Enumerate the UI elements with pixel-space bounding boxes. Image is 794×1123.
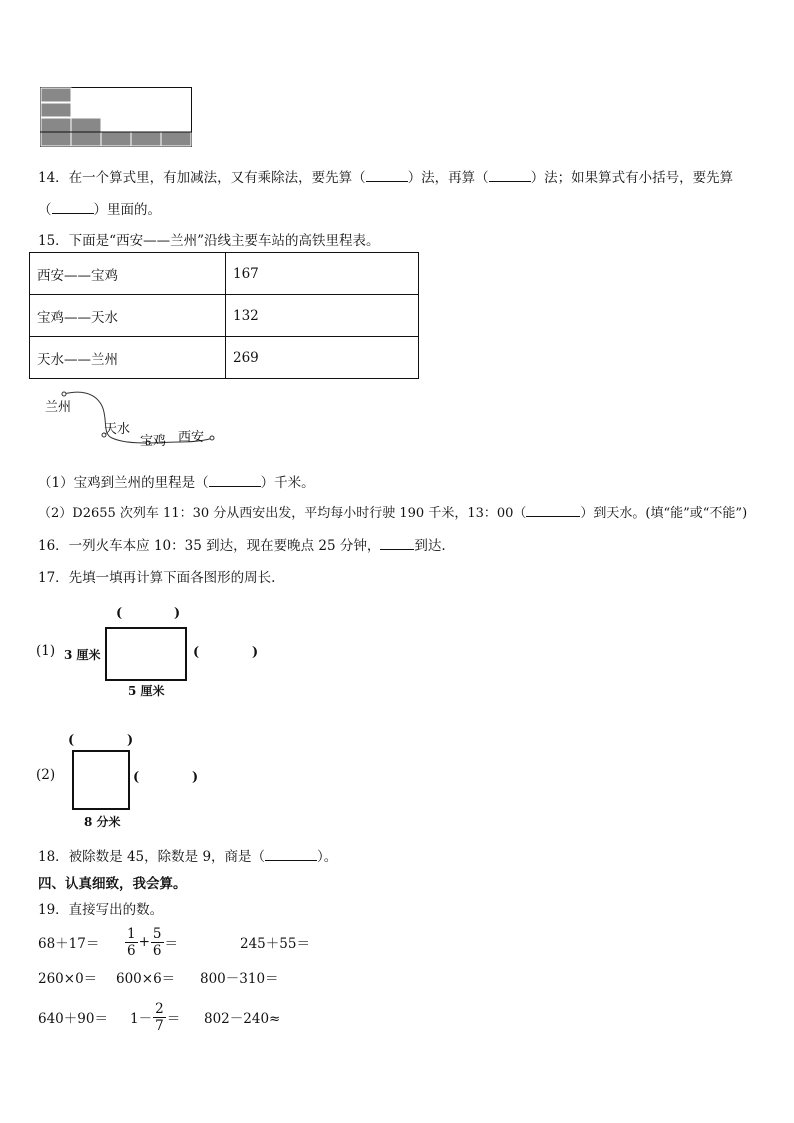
q15-sub1: [38, 471, 315, 491]
map-label-tianshui: 天水: [104, 422, 131, 437]
q16-line: [38, 534, 446, 554]
q14-blank-3[interactable]: [52, 202, 94, 214]
math-item-fraction-sum: $\frac{1}{6}$ + $\frac{5}{6}$ ＝: [127, 925, 178, 959]
fig2-number: (2): [36, 767, 56, 783]
fig2-top-paren-open: (: [68, 733, 75, 748]
fig1-right-paren-close: ): [252, 645, 259, 660]
fig2-right-paren-open: (: [133, 770, 140, 785]
table-row: [30, 295, 419, 337]
q16-text-2: 到达.: [414, 538, 446, 554]
table-cell-route: 天水——兰州: [30, 337, 226, 379]
mileage-table: [29, 252, 419, 379]
q15-sub2-blank[interactable]: [526, 505, 580, 517]
table-cell-route: 宝鸡——天水: [30, 295, 226, 337]
math-item: 800－310＝: [200, 971, 279, 987]
fig1-left-label: 3 厘米: [64, 648, 101, 662]
map-label-xian: 西安: [178, 430, 205, 445]
q14-text-2: ）法，再算（: [407, 170, 489, 186]
fig1-bottom-label: 5 厘米: [128, 684, 165, 698]
math-row-1: [38, 922, 310, 962]
q15-sub2: [38, 502, 747, 521]
q15-title: 15．下面是“西安——兰州”沿线主要车站的高铁里程表。: [38, 233, 380, 249]
route-map: [40, 388, 220, 448]
q19-title: 19．直接写出的数。: [38, 902, 164, 918]
q15-sub2-text-b: ）到天水。(填“能”或“不能”): [580, 506, 748, 521]
map-label-baoji: 宝鸡: [140, 434, 167, 449]
q14-line1: [38, 166, 733, 186]
q14-text-1: 14．在一个算式里，有加减法，又有乘除法，要先算（: [38, 170, 366, 186]
q16-text-1: 16．一列火车本应 10：35 到达，现在要晚点 25 分钟，: [38, 538, 381, 554]
table-cell-km: 167: [226, 253, 419, 295]
q15-sub2-text-a: （2）D2655 次列车 11：30 分从西安出发，平均每小时行驶 190 千米，13：00（: [38, 506, 527, 521]
fraction: $\frac{2}{7}$: [155, 1000, 164, 1034]
q18-text-2: ）。: [317, 849, 338, 865]
q14-text-5: ）里面的。: [93, 202, 161, 218]
q14-text-3: ）法；如果算式有小括号，要先算: [530, 170, 734, 186]
q14-blank-1[interactable]: [366, 170, 408, 182]
q16-blank[interactable]: [380, 538, 414, 550]
section-heading: 四、认真细致，我会算。: [38, 876, 187, 892]
q17-title: 17．先填一填再计算下面各图形的周长.: [38, 570, 276, 586]
q18-line: [38, 845, 337, 865]
table-row: [30, 337, 419, 379]
table-cell-route: 西安——宝鸡: [30, 253, 226, 295]
math-row-2: [38, 967, 279, 987]
table-row: [30, 253, 419, 295]
fig1-top-paren-close: ): [174, 606, 181, 621]
q14-text-4: （: [38, 202, 52, 218]
fig2-top-paren-close: ): [127, 733, 134, 748]
fraction: $\frac{1}{6}$: [127, 925, 136, 959]
fig1-right-paren-open: (: [193, 645, 200, 660]
math-row-3: [38, 997, 280, 1037]
q15-sub1-blank[interactable]: [209, 475, 261, 487]
grid-figure: [40, 87, 192, 147]
table-cell-km: 269: [226, 337, 419, 379]
q14-blank-2[interactable]: [489, 170, 531, 182]
math-item: 640＋90＝: [38, 1011, 108, 1027]
math-item: 245＋55＝: [240, 936, 310, 952]
square-figure: [72, 750, 130, 810]
math-item: 600×6＝: [116, 971, 176, 987]
fraction: $\frac{5}{6}$: [152, 925, 162, 959]
map-label-lanzhou: 兰州: [45, 400, 72, 415]
math-item: 260×0＝: [38, 971, 98, 987]
rectangle-figure: [105, 627, 187, 681]
fig2-right-paren-close: ): [192, 770, 199, 785]
q15-sub1-text-b: ）千米。: [260, 475, 315, 491]
fig1-number: (1): [36, 643, 56, 659]
table-cell-km: 132: [226, 295, 419, 337]
q18-blank[interactable]: [265, 849, 317, 861]
fig2-bottom-label: 8 分米: [84, 815, 121, 829]
q18-text-1: 18．被除数是 45，除数是 9，商是（: [38, 849, 266, 865]
q14-line2: [38, 198, 161, 218]
math-item-fraction-diff: 1－ $\frac{2}{7}$ ＝: [130, 1000, 181, 1034]
math-item: 68＋17＝: [38, 936, 100, 952]
math-item: 802－240≈: [204, 1011, 281, 1027]
fig1-top-paren-open: (: [116, 606, 123, 621]
q15-sub1-text-a: （1）宝鸡到兰州的里程是（: [38, 475, 209, 491]
